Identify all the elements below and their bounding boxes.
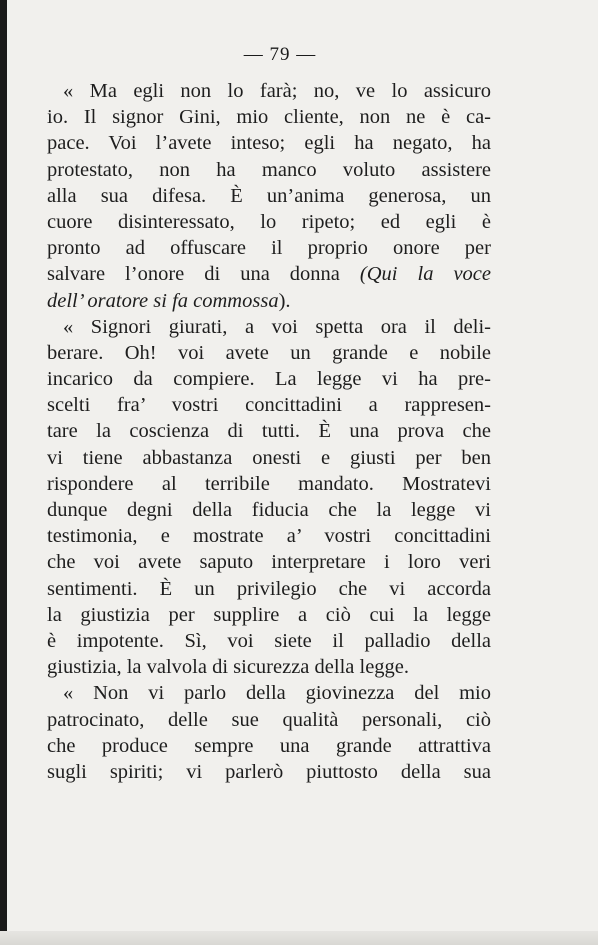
text-line-body: scelti fra’ vostri concittadini a rappresen- (47, 394, 491, 417)
text-line (47, 314, 491, 340)
text-line (47, 418, 491, 444)
text-line (47, 445, 491, 471)
text-line (47, 183, 491, 209)
text-line (47, 497, 491, 523)
text-line-body: tare la coscienza di tutti. È una prova che (47, 420, 491, 443)
text-line (47, 104, 491, 130)
text-line (47, 340, 491, 366)
text-line (47, 157, 491, 183)
text-line-body: protestato, non ha manco voluto assistere (47, 158, 491, 181)
text-line-body: patrocinato, delle sue qualità personali, ciò (47, 708, 491, 731)
body-text (47, 78, 491, 785)
text-line (47, 523, 491, 549)
text-line (47, 392, 491, 418)
text-line (47, 288, 491, 314)
text-line (47, 680, 491, 706)
text-line-body: pronto ad offuscare il proprio onore per (47, 237, 491, 260)
text-line-body: cuore disinteressato, lo ripeto; ed egli è (47, 210, 491, 233)
text-line (47, 654, 491, 680)
text-line (47, 471, 491, 497)
text-line (47, 733, 491, 759)
text-line-body: berare. Oh! voi avete un grande e nobile (47, 341, 491, 364)
text-line-body: alla sua difesa. È un’anima generosa, un (47, 184, 491, 207)
text-line (47, 549, 491, 575)
text-line-suffix: ). (278, 289, 291, 312)
text-line-body: la giustizia per supplire a ciò cui la legge (47, 603, 491, 626)
text-line-body: « Signori giurati, a voi spetta ora il deli- (63, 315, 491, 338)
text-line-body: salvare l’onore di una donna (47, 263, 340, 286)
text-line (47, 707, 491, 733)
page-bottom-edge (0, 931, 598, 945)
text-line-body: io. Il signor Gini, mio cliente, non ne è ca- (47, 106, 491, 129)
text-line-body: testimonia, e mostrate a’ vostri concittadini (47, 525, 491, 548)
italic-stage-direction: (Qui la voce (359, 263, 491, 286)
text-line (47, 366, 491, 392)
text-line-body: giustizia, la valvola di sicurezza della legge. (47, 656, 410, 679)
text-line-body: che voi avete saputo interpretare i loro veri (47, 551, 491, 574)
page-binding-edge (0, 0, 7, 945)
page-number: — 79 — (243, 44, 317, 65)
text-line-body: dunque degni della fiducia che la legge vi (47, 499, 491, 521)
text-line (47, 78, 491, 104)
text-line-body: rispondere al terribile mandato. Mostratevi (47, 472, 491, 495)
text-line-body: sugli spiriti; vi parlerò piuttosto della sua (47, 760, 491, 783)
text-line-body: sentimenti. È un privilegio che vi accorda (47, 577, 491, 600)
text-line-body: è impotente. Sì, voi siete il palladio della (47, 629, 491, 652)
text-line (47, 235, 491, 261)
text-line-body: vi tiene abbastanza onesti e giusti per ben (47, 446, 491, 469)
text-line (47, 628, 491, 654)
text-line (47, 759, 491, 785)
text-line (47, 576, 491, 602)
italic-stage-direction: dell’ oratore si fa commossa (47, 289, 279, 312)
text-line (47, 602, 491, 628)
text-line-body: pace. Voi l’avete inteso; egli ha negato, ha (47, 132, 491, 155)
text-line-body: incarico da compiere. La legge vi ha pre- (47, 368, 491, 391)
text-line (47, 209, 491, 235)
text-line-body: « Ma egli non lo farà; no, ve lo assicuro (63, 80, 491, 102)
text-line-body: che produce sempre una grande attrattiva (47, 734, 491, 757)
text-line (47, 261, 491, 287)
text-line (47, 130, 491, 156)
text-line-body: « Non vi parlo della giovinezza del mio (63, 682, 491, 705)
